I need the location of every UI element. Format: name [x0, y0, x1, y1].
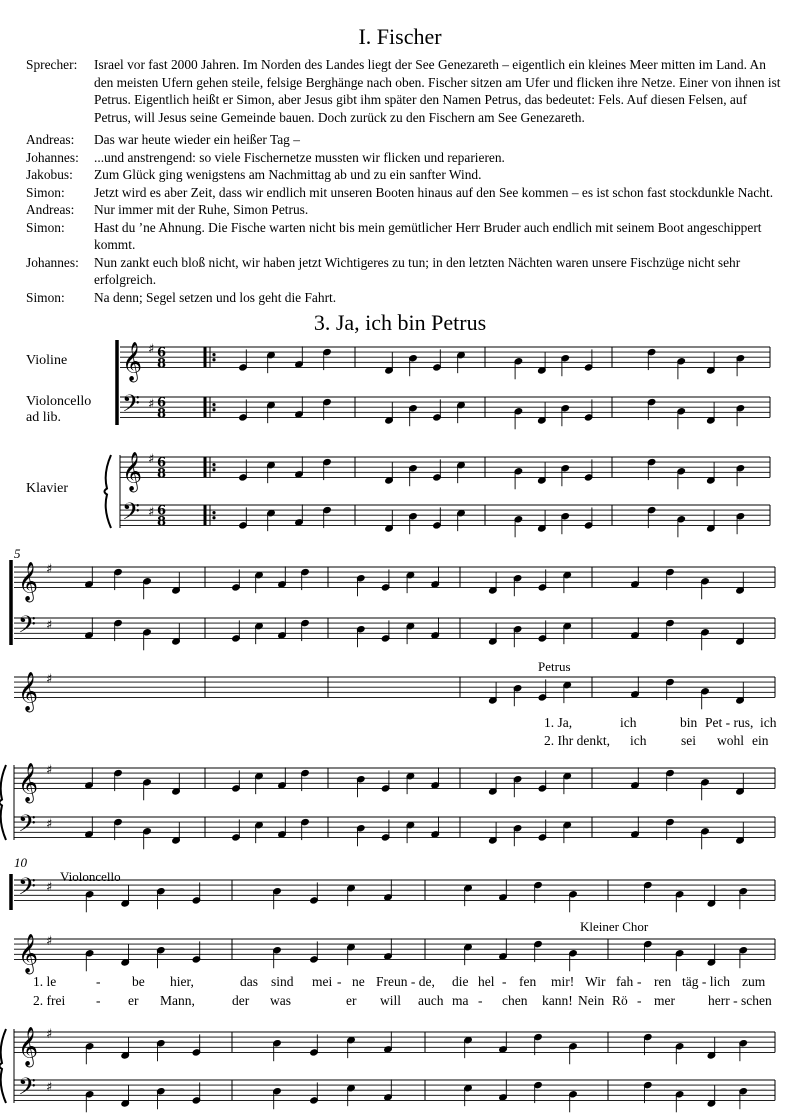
lyric: 2. frei	[33, 993, 66, 1008]
sharp-icon: ♯	[46, 618, 53, 634]
lyric: bin	[680, 715, 698, 730]
dialog-text: Jetzt wird es aber Zeit, dass wir endlich mit unseren Booten hinaus auf den See kommen – es ist schon fast stockdunkle Nacht.	[94, 184, 774, 200]
lyric: täg - lich	[682, 974, 730, 989]
dialog-text: Zum Glück ging wenigstens am Nachmittag ab und zu ein sanfter Wind.	[94, 167, 482, 182]
lyric: Freun - de,	[376, 974, 435, 989]
lyric: -	[637, 993, 642, 1008]
sharp-icon: ♯	[148, 397, 155, 413]
lyric: -	[96, 974, 101, 989]
lyric: auch	[418, 993, 444, 1008]
lyric: er	[128, 993, 139, 1008]
brace-icon	[105, 455, 112, 528]
time-signature-top: 6	[157, 395, 167, 411]
lyric: Rö	[612, 993, 628, 1008]
instrument-label-klavier: Klavier	[26, 481, 68, 496]
dialog-text: Na denn; Segel setzen und los geht die Fahrt.	[94, 289, 337, 305]
lyric: was	[270, 993, 291, 1008]
instrument-label-violine: Violine	[26, 353, 68, 368]
page-title: I. Fischer	[358, 24, 442, 49]
treble-clef-icon: 𝄞	[18, 762, 39, 803]
violoncello-label: Violoncello	[60, 869, 121, 884]
lyric: 1. le	[33, 974, 57, 989]
bass-clef-icon: 𝄢	[18, 610, 37, 644]
lyric: der	[232, 993, 250, 1008]
brace-icon	[0, 765, 6, 840]
lyric: ich	[760, 715, 777, 730]
dialog-text: Israel vor fast 2000 Jahren. Im Norden des Landes liegt der See Genezareth – eigentlich ein kleines Meer mitten im Land. An den meisten Ufern gehen steile, felsige Berghänge nach oben. Fischer sitzen am Ufer und flicken ihre Netze. Einer von ihnen ist Petrus. Eigentlich heißt er Simon, aber Jesus gibt ihm später den Namen Petrus, das bedeutet: Fels. Auf diesen Felsen, auf Petrus, will Jesus seine Gemeinde bauen. Doch zurück zu den Fischern am See Genezareth.	[94, 57, 781, 125]
time-signature-bottom: 8	[157, 406, 167, 422]
speaker: Simon:	[26, 289, 65, 305]
dialog-text: Nun zankt euch bloß nicht, wir haben jetzt Wichtigeres zu tun; in den letzten Nächten waren unsere Fischzüge nicht sehr erfolgreich.	[94, 254, 741, 287]
bass-clef-icon: 𝄢	[18, 872, 37, 906]
measure-number: 5	[14, 546, 21, 561]
dialog-text: Das war heute wieder ein heißer Tag –	[94, 132, 300, 147]
lyric: mei	[312, 974, 333, 989]
lyric: -	[337, 974, 342, 989]
instrument-label-ad-lib: ad lib.	[26, 410, 61, 425]
lyric: ne	[352, 974, 365, 989]
lyric: chen	[502, 993, 528, 1008]
sharp-icon: ♯	[46, 1027, 53, 1042]
lyric: 1. Ja,	[544, 715, 573, 730]
lyric: herr - schen	[708, 993, 772, 1008]
lyric: zum	[742, 974, 766, 989]
lyric: will	[380, 993, 402, 1008]
speaker: Simon:	[26, 219, 65, 235]
repeat-dot	[212, 403, 215, 406]
repeat-dot	[212, 468, 215, 471]
lyric: Mann,	[160, 993, 195, 1008]
bass-clef-icon: 𝄢	[18, 1072, 37, 1106]
lyric: die	[452, 974, 469, 989]
lyric: sei	[681, 733, 696, 748]
time-signature-bottom: 8	[157, 356, 167, 372]
sharp-icon: ♯	[46, 817, 53, 833]
repeat-dot	[212, 353, 215, 356]
lyric: -	[96, 993, 101, 1008]
lyric: Nein	[578, 993, 605, 1008]
dialog-text: Hast du ’ne Ahnung. Die Fische warten nicht bis mein gemütlicher Herr Bruder auch endlich mit seinem Boot angeschippert kommt.	[94, 219, 762, 252]
lyric: ein	[752, 733, 769, 748]
brace-icon	[0, 1029, 6, 1103]
lyric: mir!	[551, 974, 575, 989]
repeat-dot	[212, 463, 215, 466]
lyric: sind	[271, 974, 294, 989]
repeat-dot	[212, 516, 215, 519]
dialog-text: ...und anstrengend: so viele Fischernetze mussten wir flicken und reparieren.	[94, 149, 505, 165]
speaker: Simon:	[26, 184, 65, 200]
lyric: hier,	[170, 974, 194, 989]
lyric: be	[132, 974, 145, 989]
sharp-icon: ♯	[46, 1080, 53, 1096]
repeat-dot	[212, 511, 215, 514]
sharp-icon: ♯	[46, 763, 53, 778]
kleiner-chor-label: Kleiner Chor	[580, 919, 649, 934]
sharp-icon: ♯	[148, 342, 155, 357]
speaker: Sprecher:	[26, 57, 78, 72]
lyric: -	[478, 993, 483, 1008]
sharp-icon: ♯	[46, 562, 53, 577]
treble-clef-icon: 𝄞	[122, 341, 143, 382]
speaker: Andreas:	[26, 202, 75, 217]
sharp-icon: ♯	[46, 934, 53, 949]
lyric: ren	[654, 974, 672, 989]
treble-clef-icon: 𝄞	[18, 933, 39, 974]
lyric: -	[502, 974, 507, 989]
lyric: mer	[654, 993, 675, 1008]
lyric: fah	[616, 974, 634, 989]
repeat-dot	[212, 358, 215, 361]
lyric: ich	[630, 733, 647, 748]
bass-clef-icon: 𝄢	[122, 497, 141, 531]
time-signature-top: 6	[157, 345, 167, 361]
song-title: 3. Ja, ich bin Petrus	[313, 310, 487, 335]
lyric: Pet - rus,	[705, 715, 754, 730]
lyric: -	[637, 974, 642, 989]
treble-clef-icon: 𝄞	[18, 671, 39, 712]
sharp-icon: ♯	[148, 452, 155, 467]
sharp-icon: ♯	[148, 505, 155, 521]
sharp-icon: ♯	[46, 880, 53, 896]
speaker: Jakobus:	[26, 167, 73, 182]
repeat-dot	[212, 408, 215, 411]
bass-clef-icon: 𝄢	[122, 389, 141, 423]
instrument-label-violoncello: Violoncello	[26, 394, 92, 409]
time-signature-top: 6	[157, 455, 167, 471]
sharp-icon: ♯	[46, 672, 53, 687]
speaker: Johannes:	[26, 149, 79, 165]
lyric: fen	[519, 974, 537, 989]
speaker: Johannes:	[26, 254, 79, 270]
lyric: 2. Ihr denkt,	[544, 733, 610, 748]
bass-clef-icon: 𝄢	[18, 809, 37, 843]
time-signature-bottom: 8	[157, 466, 167, 482]
lyric: Wir	[585, 974, 606, 989]
lyric: das	[240, 974, 258, 989]
measure-number: 10	[14, 855, 27, 870]
lyric: kann!	[542, 993, 573, 1008]
treble-clef-icon: 𝄞	[122, 451, 143, 492]
lyric: ma	[452, 993, 469, 1008]
treble-clef-icon: 𝄞	[18, 561, 39, 602]
time-signature-top: 6	[157, 503, 167, 519]
lyric: hel	[478, 974, 495, 989]
lyric: wohl	[717, 733, 744, 748]
lyric: er	[346, 993, 357, 1008]
time-signature-bottom: 8	[157, 514, 167, 530]
treble-clef-icon: 𝄞	[18, 1026, 39, 1067]
speaker: Andreas:	[26, 132, 75, 147]
lyric: ich	[620, 715, 637, 730]
dialog-text: Nur immer mit der Ruhe, Simon Petrus.	[94, 202, 309, 217]
petrus-label: Petrus	[538, 659, 571, 674]
